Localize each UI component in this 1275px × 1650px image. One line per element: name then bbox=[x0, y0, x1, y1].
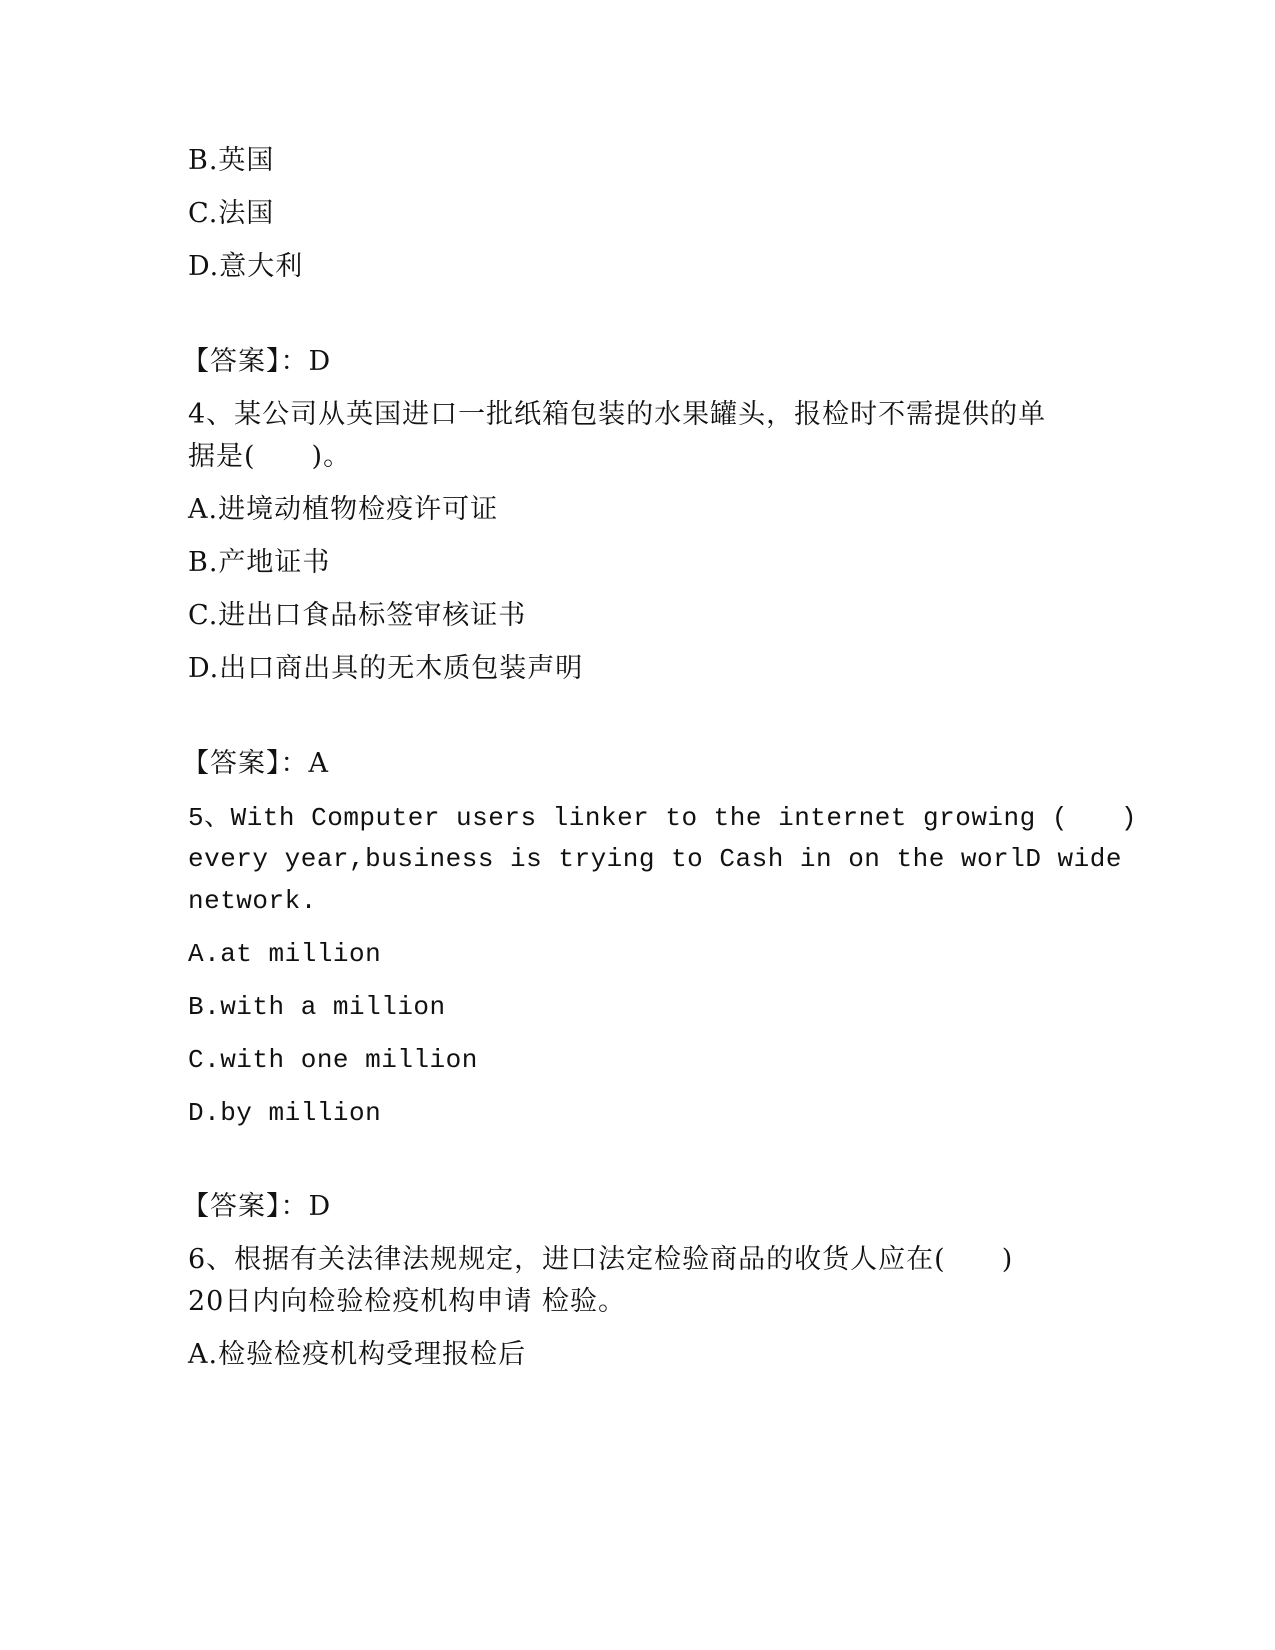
q6-option-a: A.检验检疫机构受理报检后 bbox=[188, 1339, 527, 1370]
q5-option-d: D.by million bbox=[188, 1098, 382, 1128]
q5-option-a: A.at million bbox=[188, 939, 382, 969]
q4-answer: 【答案】：A bbox=[182, 748, 329, 779]
q4-option-c: C.进出口食品标签审核证书 bbox=[188, 600, 527, 631]
q3-answer: 【答案】：D bbox=[182, 346, 332, 377]
q5-stem-line2: every year,business is trying to Cash in on the worlD wide bbox=[188, 844, 1122, 874]
q5-stem-line3: network. bbox=[188, 886, 317, 916]
q4-option-a: A.进境动植物检疫许可证 bbox=[188, 494, 499, 525]
q5-option-c: C.with one million bbox=[188, 1045, 478, 1075]
q5-answer: 【答案】：D bbox=[182, 1191, 332, 1222]
q4-stem-line1: 4、某公司从英国进口一批纸箱包装的水果罐头，报检时不需提供的单 bbox=[188, 399, 1047, 430]
q6-stem-line1: 6、根据有关法律法规规定，进口法定检验商品的收货人应在( ) bbox=[188, 1244, 1014, 1275]
q5-option-b: B.with a million bbox=[188, 992, 446, 1022]
q4-option-b: B.产地证书 bbox=[188, 547, 331, 578]
q4-option-d: D.出口商出具的无木质包装声明 bbox=[188, 653, 584, 684]
q3-option-d: D.意大利 bbox=[188, 251, 304, 282]
q4-stem-line2: 据是( )。 bbox=[188, 441, 352, 472]
q5-stem-line1: 5、With Computer users linker to the internet growing ( ) bbox=[188, 803, 1138, 833]
q3-option-b: B.英国 bbox=[188, 145, 275, 176]
q3-option-c: C.法国 bbox=[188, 198, 275, 229]
q6-stem-line2: 20日内向检验检疫机构申请 检验。 bbox=[188, 1286, 626, 1317]
